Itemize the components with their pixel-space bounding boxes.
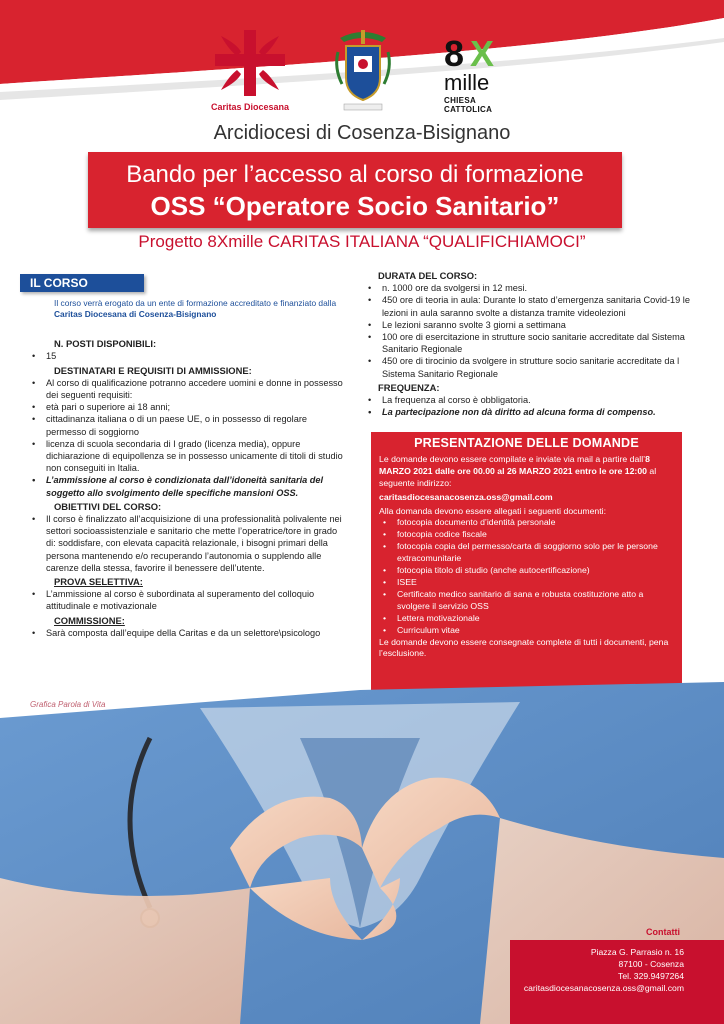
caritas-cross-icon bbox=[215, 30, 285, 96]
list-item: • 100 ore di esercitazione in strutture socio sanitarie accreditate dal Sistema Sanitario Regionale bbox=[364, 331, 694, 355]
project-subtitle: Progetto 8Xmille CARITAS ITALIANA “QUALIFICHIAMOCI” bbox=[138, 232, 586, 251]
corso-intro-bold: Caritas Diocesana di Cosenza-Bisignano bbox=[54, 309, 217, 320]
list-item: • 450 ore di teoria in aula: Durante lo stato d’emergenza sanitaria Covid-19 le lezioni in aula saranno svolte a distanza tramite videolezioni bbox=[364, 294, 694, 318]
obiettivi-heading: OBIETTIVI DEL CORSO: bbox=[54, 500, 162, 512]
domande-email-link[interactable]: caritasdiocesanacosenza.oss@gmail.com bbox=[379, 491, 553, 502]
contacts-box bbox=[510, 940, 724, 1024]
mille-eight: 8 bbox=[444, 33, 465, 74]
title-banner bbox=[88, 152, 622, 228]
contacts-phone[interactable]: Tel. 329.9497264 bbox=[618, 971, 684, 981]
commissione-heading: COMMISSIONE: bbox=[54, 614, 125, 626]
list-item: • Curriculum vitae bbox=[379, 625, 674, 637]
list-item: • 450 ore di tirocinio da svolgere in strutture socio sanitarie accreditate da l Sistema Sanitario Regionale bbox=[364, 355, 694, 379]
diocese-name: Arcidiocesi di Cosenza-Bisignano bbox=[213, 122, 511, 144]
destinatari-heading: DESTINATARI E REQUISITI DI AMMISSIONE: bbox=[54, 364, 252, 376]
commissione-list bbox=[28, 627, 348, 639]
list-item: • Sarà composta dall’equipe della Caritas e da un selettore\psicologo bbox=[28, 627, 348, 639]
list-item: • Al corso di qualificazione potranno accedere uomini e donne in possesso dei seguenti requisiti: bbox=[28, 377, 348, 401]
mille-x: X bbox=[470, 33, 495, 74]
prova-heading: PROVA SELETTIVA: bbox=[54, 576, 143, 588]
title-line-2: OSS “Operatore Socio Sanitario” bbox=[150, 191, 560, 221]
destinatari-list bbox=[28, 377, 348, 499]
archdiocese-crest-logo bbox=[330, 28, 396, 114]
domande-heading: PRESENTAZIONE DELLE DOMANDE bbox=[414, 436, 639, 450]
contacts-heading: Contatti bbox=[646, 927, 680, 937]
allegati-intro: Alla domanda devono essere allegati i seguenti documenti: bbox=[379, 505, 606, 516]
list-item: • L’ammissione al corso è subordinata al superamento del colloquio attitudinale e motivazionale bbox=[28, 588, 348, 612]
posti-list bbox=[28, 350, 348, 362]
presentazione-domande-box bbox=[371, 432, 682, 690]
list-item: • n. 1000 ore da svolgersi in 12 mesi. bbox=[364, 282, 694, 294]
allegati-list bbox=[379, 517, 674, 636]
right-column bbox=[364, 268, 694, 418]
mille-word: mille bbox=[444, 70, 490, 95]
list-item: • Le lezioni saranno svolte 3 giorni a settimana bbox=[364, 319, 694, 331]
durata-list bbox=[364, 282, 694, 380]
contacts-email-link[interactable]: caritasdiocesanacosenza.oss@gmail.com bbox=[523, 983, 684, 993]
graphic-signature: Grafica Parola di Vita bbox=[30, 700, 106, 709]
frequenza-note: • La partecipazione non dà diritto ad alcuna forma di compenso. bbox=[364, 406, 694, 418]
domande-intro-b: al seguente indirizzo: bbox=[379, 465, 657, 488]
contacts-address: Piazza G. Parrasio n. 16 bbox=[590, 947, 684, 957]
list-item: • età pari o superiore ai 18 anni; bbox=[28, 401, 348, 413]
frequenza-heading: FREQUENZA: bbox=[378, 381, 440, 393]
domande-intro-a: Le domande devono essere compilate e inviate via mail a partire dall’ bbox=[379, 453, 646, 464]
list-item: • licenza di scuola secondaria di I grado (licenza media), oppure dichiarazione di equipollenza se in possesso unicamente di titoli di studio non conseguiti in Italia. bbox=[28, 438, 348, 475]
crest-icon bbox=[330, 28, 396, 114]
list-item: • 15 bbox=[28, 350, 348, 362]
prova-list bbox=[28, 588, 348, 612]
domande-intro bbox=[379, 454, 674, 490]
list-item: • La frequenza al corso è obbligatoria. bbox=[364, 394, 694, 406]
mille-sub: CHIESA CATTOLICA bbox=[444, 96, 493, 114]
domande-dates: 8 MARZO 2021 dalle ore 00.00 al 26 MARZO 2021 entro le ore 12:00 bbox=[379, 453, 650, 476]
posti-heading: N. POSTI DISPONIBILI: bbox=[54, 338, 157, 350]
il-corso-tab: IL CORSO bbox=[20, 274, 144, 292]
durata-heading: DURATA DEL CORSO: bbox=[378, 270, 478, 281]
caritas-logo bbox=[205, 30, 295, 122]
list-item: • cittadinanza italiana o di un paese UE, o in possesso di regolare permesso di soggiorno bbox=[28, 413, 348, 437]
8xmille-logo bbox=[440, 33, 516, 116]
list-item: • fotocopia documento d’identità personale bbox=[379, 517, 674, 529]
corso-intro bbox=[54, 298, 348, 320]
list-item: • ISEE bbox=[379, 577, 674, 589]
obiettivi-list bbox=[28, 513, 348, 574]
list-item: • fotocopia titolo di studio (anche autocertificazione) bbox=[379, 565, 674, 577]
list-item: • fotocopia codice fiscale bbox=[379, 529, 674, 541]
left-column bbox=[28, 274, 348, 639]
list-item: • Il corso è finalizzato all’acquisizione di una professionalità polivalente nei settori socioassistenziale e sanitario che mette l’operatrice/tore in grado di: soddisfare, con elevata capacità relazionale, i bisogni primari della persona mantenendo e/o recuperando l’autonomia o supplendo alle carenze della stessa, favorire il benessere dell’utente. bbox=[28, 513, 348, 574]
ammissione-note: • L’ammissione al corso è condizionata dall’idoneità sanitaria del soggetto allo svolgimento delle specifiche mansioni OSS. bbox=[28, 474, 348, 498]
domande-closing: Le domande devono essere consegnate complete di tutti i documenti, pena l’esclusione. bbox=[379, 636, 669, 659]
list-item: • Lettera motivazionale bbox=[379, 613, 674, 625]
caritas-caption: Caritas Diocesana bbox=[210, 102, 290, 112]
corso-intro-text: Il corso verrà erogato da un ente di formazione accreditato e finanziato dalla bbox=[54, 298, 337, 309]
frequenza-list bbox=[364, 394, 694, 418]
list-item: • fotocopia copia del permesso/carta di soggiorno solo per le persone extracomunitarie bbox=[379, 541, 674, 565]
list-item: • Certificato medico sanitario di sana e robusta costituzione atto a svolgere il servizio OSS bbox=[379, 589, 674, 613]
title-line-1: Bando per l’accesso al corso di formazione bbox=[126, 161, 584, 188]
contacts-city: 87100 - Cosenza bbox=[618, 959, 684, 969]
